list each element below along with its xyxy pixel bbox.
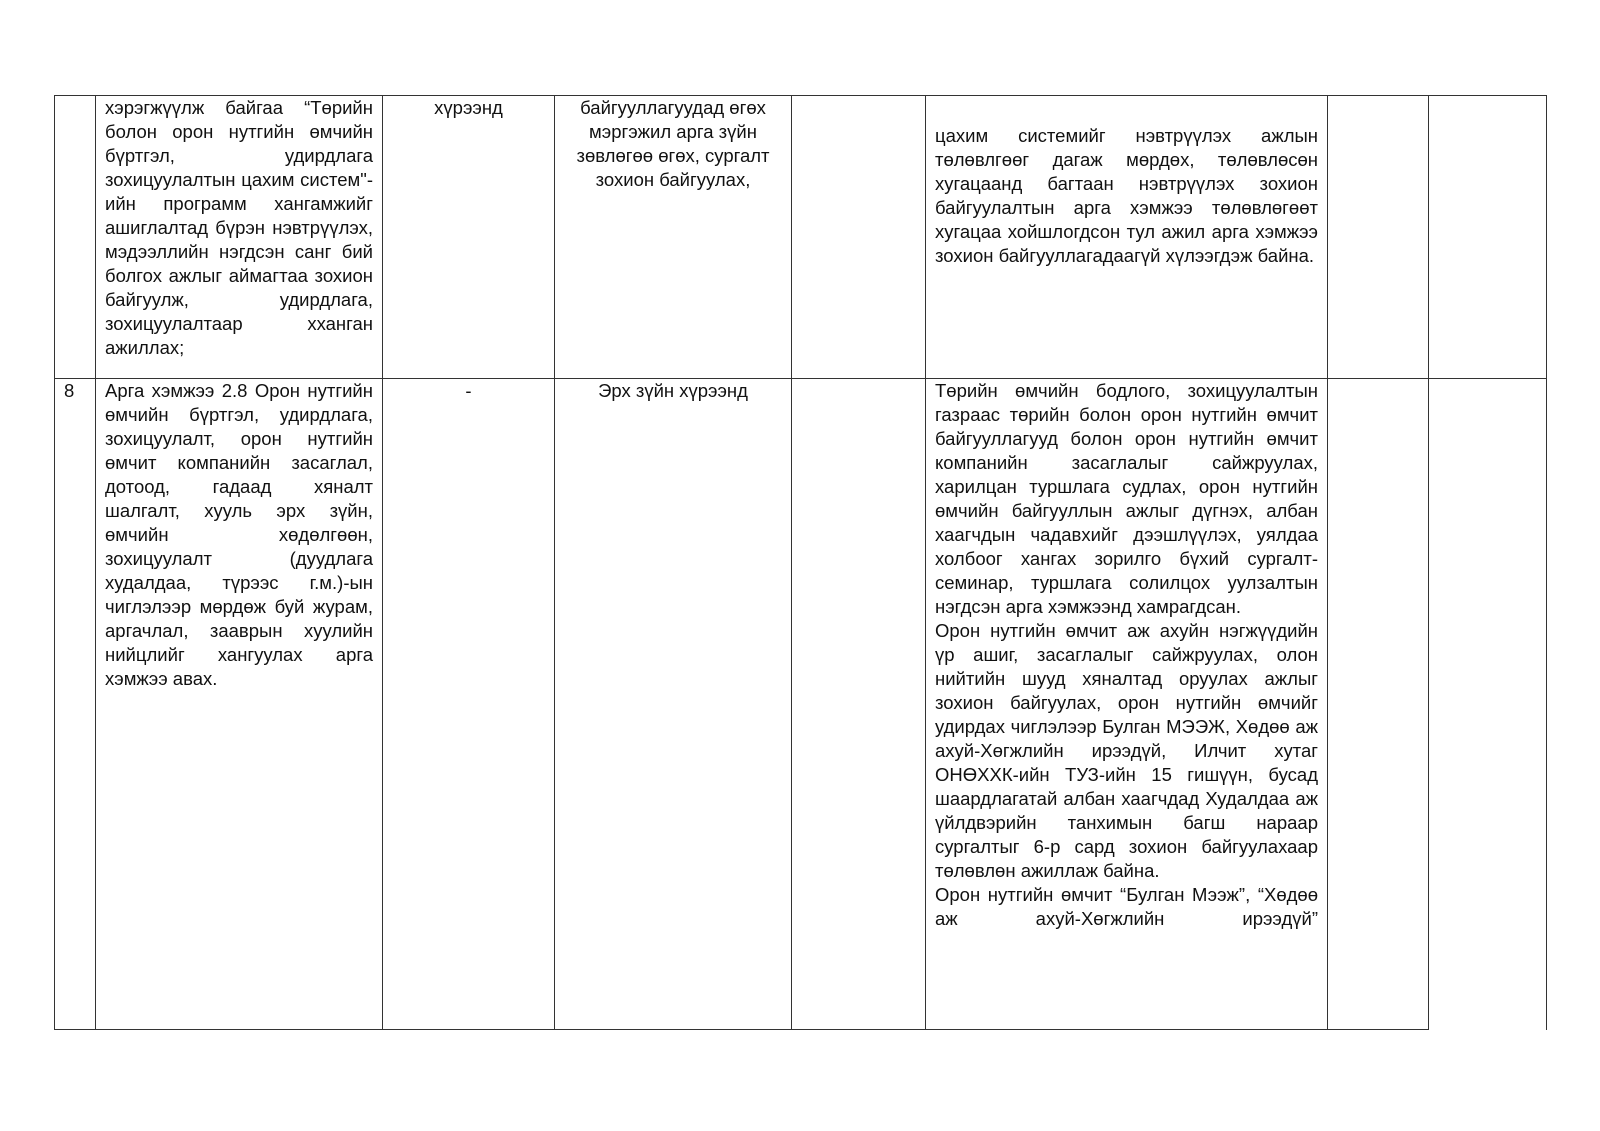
table-row xyxy=(55,96,1547,379)
activity-cell: байгууллагуудад өгөх мэргэжил арга зүйн зөвлөгөө өгөх, сургалт зохион байгуулах, xyxy=(555,96,792,379)
progress-cell xyxy=(926,96,1328,379)
empty-cell xyxy=(1429,96,1547,379)
activity-cell: Эрх зүйн хүрээнд xyxy=(555,379,792,1030)
scope-cell: - xyxy=(383,379,555,1030)
row-number-cell: 8 xyxy=(55,379,96,1030)
empty-cell xyxy=(792,379,926,1030)
empty-cell xyxy=(792,96,926,379)
measure-cell xyxy=(96,96,383,379)
progress-paragraph: Орон нутгийн өмчит “Булган Мээж”, “Хөдөө аж ахуй-Хөгжлийн ирээдүй” xyxy=(935,884,1318,929)
progress-paragraph: Орон нутгийн өмчит аж ахуйн нэгжүүдийн үр ашиг, засаглалыг сайжруулах, олон нийтийн шууд хяналтад оруулах ажлыг зохион байгуулах, орон нутгийн өмчийг удирдах чиглэлээр Булган МЭЭЖ, Хөдөө аж ахуй-Хөгжлийн ирээдүй, Илчит хутаг ОНӨХХК-ийн ТУЗ-ийн 15 гишүүн, бусад шаардлагатай албан хаагчдад Худалдаа аж үйлдвэрийн танхимын багш нараар сургалтыг 6-р сард зохион байгуулахаар төлөвлөн ажиллаж байна. xyxy=(935,620,1318,881)
row-number-cell xyxy=(55,96,96,379)
measure-text: Арга хэмжээ 2.8 Орон нутгийн өмчийн бүртгэл, удирдлага, зохицуулалт, орон нутгийн өмчит компанийн засаглал, дотоод, гадаад хяналт шалгалт, хууль эрх зүйн, өмчийн хөдөлгөөн, зохицуулалт (дуудлага худалдаа, түрээс г.м.)-ын чиглэлээр мөрдөж буй журам, аргачлал, зааврын хуулийн нийцлийг хангуулах арга хэмжээ авах. xyxy=(105,380,373,689)
report-table xyxy=(54,95,1547,1030)
table-row xyxy=(55,379,1547,1030)
progress-paragraph: Төрийн өмчийн бодлого, зохицуулалтын газраас төрийн болон орон нутгийн өмчит байгууллагууд болон орон нутгийн өмчит компанийн засаглалыг сайжруулах, харилцан туршлага судлах, орон нутгийн өмчийн байгууллын ажлыг дүгнэх, албан хаагчдын чадавхийг дээшлүүлэх, уялдаа холбоог хангах зорилго бүхий сургалт-семинар, туршлага солилцох уулзалтын нэгдсэн арга хэмжээнд хамрагдсан. xyxy=(935,380,1318,617)
measure-cell xyxy=(96,379,383,1030)
empty-cell xyxy=(1328,96,1429,379)
progress-cell xyxy=(926,379,1328,1030)
progress-paragraph: цахим системийг нэвтрүүлэх ажлын төлөвлгөөг дагаж мөрдөх, төлөвлөсөн хугацаанд багтаан нэвтрүүлэх зохион байгуулалтын арга хэмжээ төлөвлөгөөт хугацаа хойшлогдсон тул ажил арга хэмжээ зохион байгууллагадаагүй хүлээгдэж байна. xyxy=(935,125,1318,266)
scope-cell: хүрээнд xyxy=(383,96,555,379)
empty-cell xyxy=(1429,379,1547,1030)
measure-text: хэрэгжүүлж байгаа “Төрийн болон орон нутгийн өмчийн бүртгэл, удирдлага зохицуулалтын цахим систем"-ийн программ хангамжийг ашиглалтад бүрэн нэвтрүүлэх, мэдээллийн нэгдсэн санг бий болгох ажлыг аймагтаа зохион байгуулж, удирдлага, зохицуулалтаар хханган ажиллах; xyxy=(105,97,373,358)
empty-cell xyxy=(1328,379,1429,1030)
